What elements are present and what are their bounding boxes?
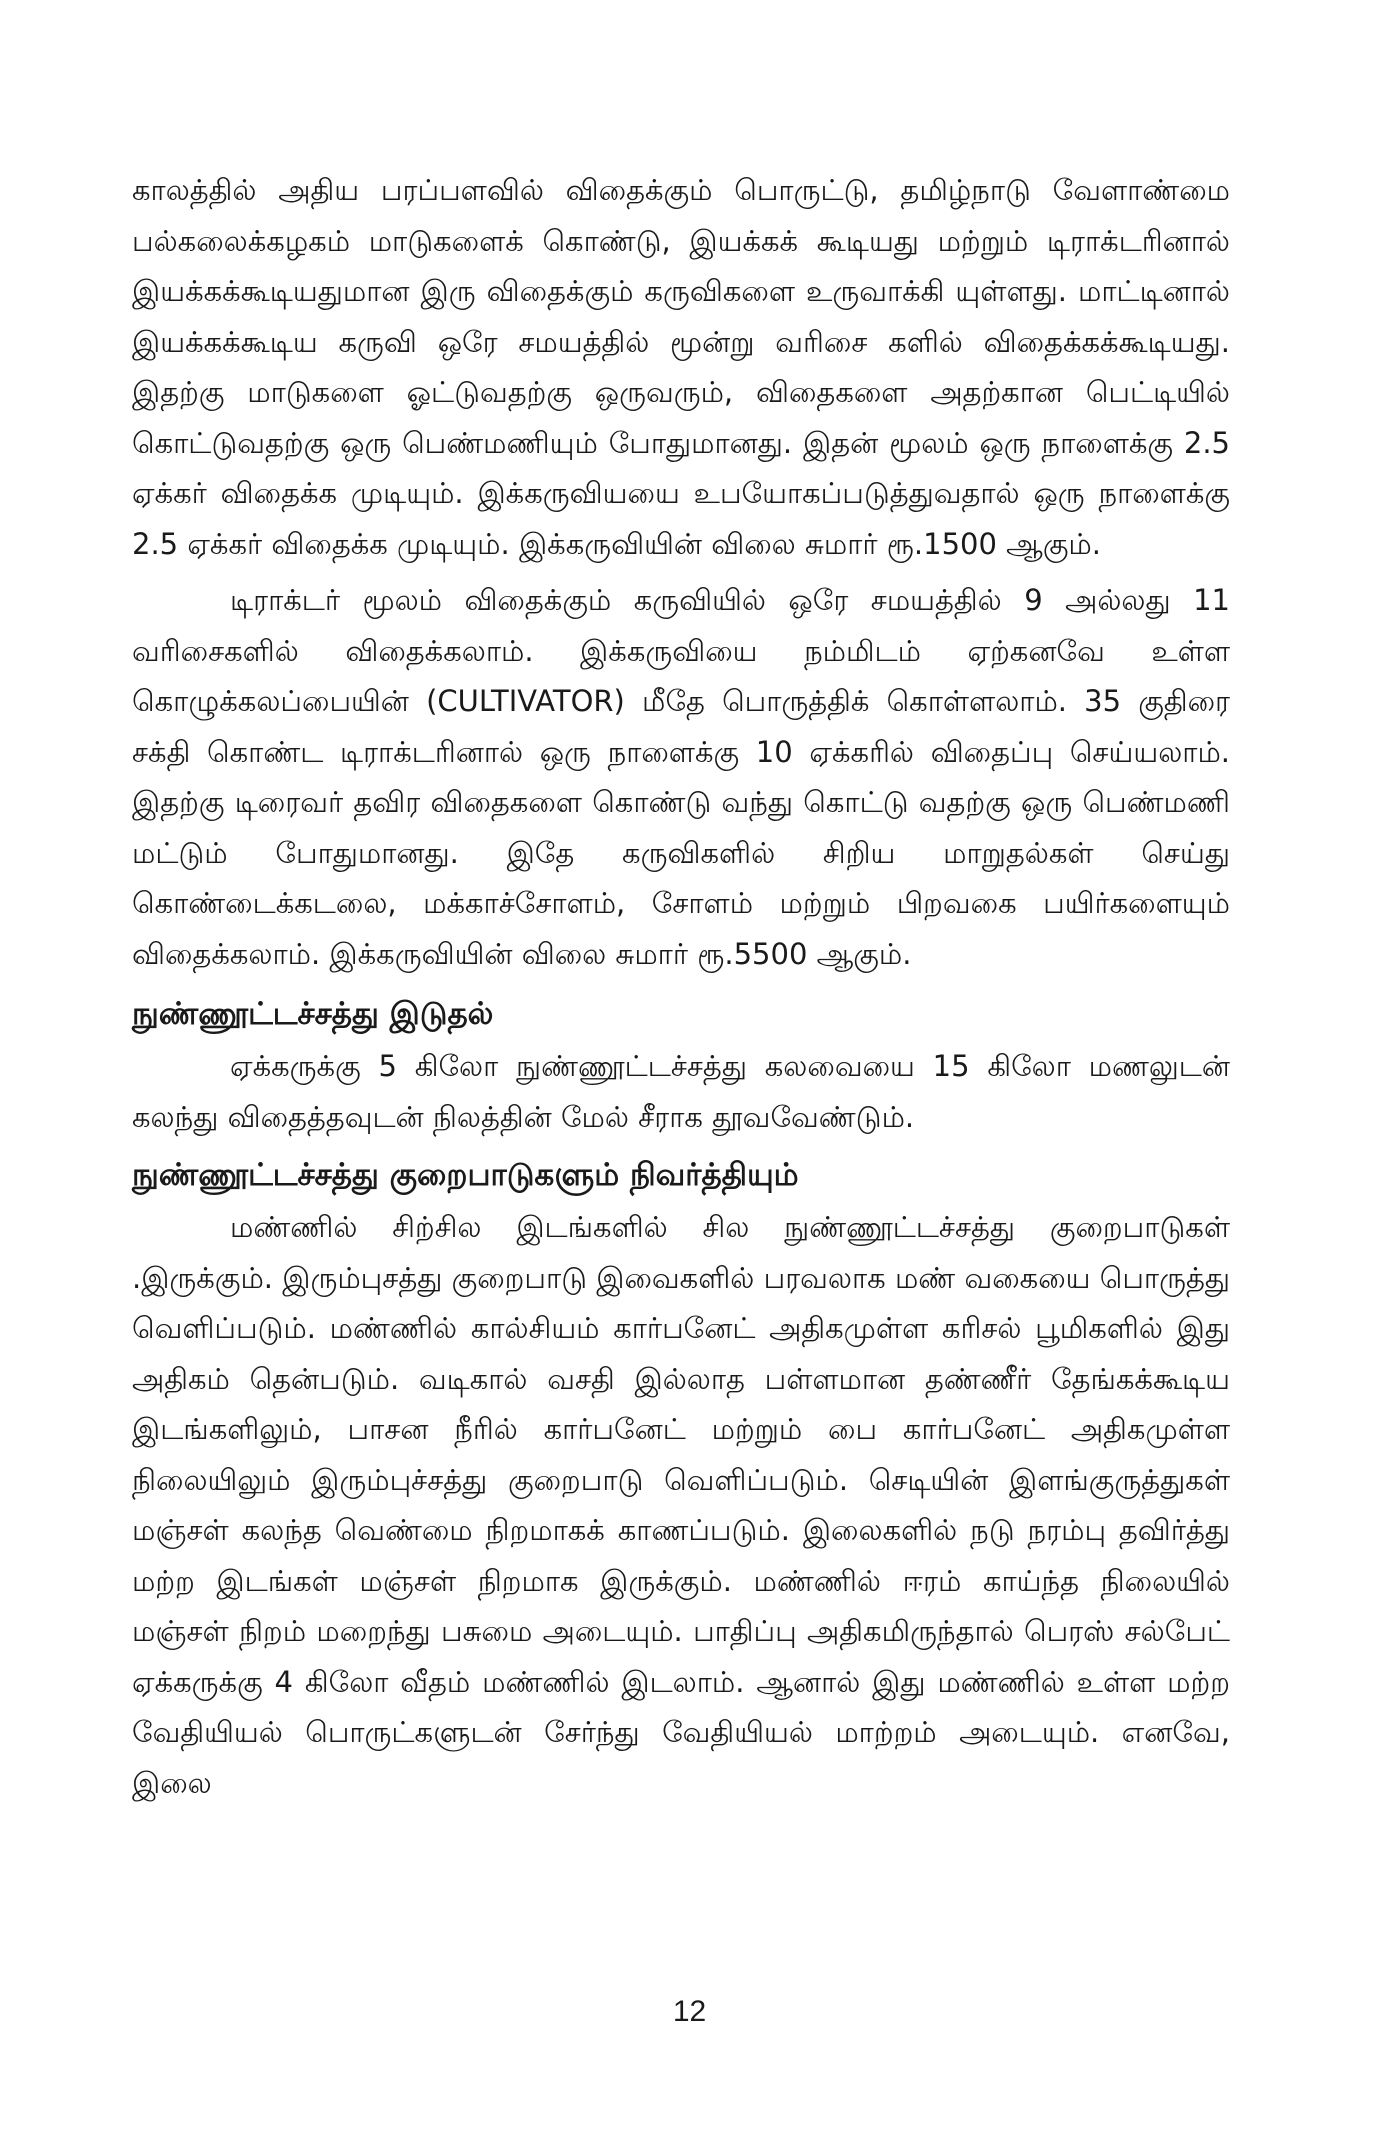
heading-micronutrient-application: நுண்ணூட்டச்சத்து இடுதல் [132,996,494,1032]
heading-micronutrient-deficiency: நுண்ணூட்டச்சத்து குறைபாடுகளும் நிவர்த்தியும் [132,1157,799,1193]
paragraph-seed-drill-bullock: காலத்தில் அதிய பரப்பளவில் விதைக்கும் பொருட்டு, தமிழ்நாடு வேளாண்மை பல்கலைக்கழகம் மாடுகளைக் கொண்டு, இயக்கக் கூடியது மற்றும் டிராக்டரினால் இயக்கக்கூடியதுமான இரு விதைக்கும் கருவிகளை உருவாக்கி யுள்ளது. மாட்டினால் இயக்கக்கூடிய கருவி ஒரே சமயத்தில் மூன்று வரிசை களில் விதைக்கக்கூடியது. இதற்கு மாடுகளை ஓட்டுவதற்கு ஒருவரும், விதைகளை அதற்கான பெட்டியில் கொட்டுவதற்கு ஒரு பெண்மணியும் போதுமானது. இதன் மூலம் ஒரு நாளைக்கு 2.5 ஏக்கர் விதைக்க முடியும். இக்கருவியயை உபயோகப்படுத்துவதால் ஒரு நாளைக்கு 2.5 ஏக்கர் விதைக்க முடியும். இக்கருவியின் விலை சுமார் ரூ.1500 ஆகும். [132,173,1230,561]
paragraph-micronutrient-application: ஏக்கருக்கு 5 கிலோ நுண்ணூட்டச்சத்து கலவையை 15 கிலோ மணலுடன் கலந்து விதைத்தவுடன் நிலத்தின் மேல் சீராக தூவவேண்டும். [132,1049,1230,1134]
paragraph-seed-drill-tractor: டிராக்டர் மூலம் விதைக்கும் கருவியில் ஒரே சமயத்தில் 9 அல்லது 11 வரிசைகளில் விதைக்கலாம். இக்கருவியை நம்மிடம் ஏற்கனவே உள்ள கொழுக்கலப்பையின் (CULTIVATOR) மீதே பொருத்திக் கொள்ளலாம். 35 குதிரை சக்தி கொண்ட டிராக்டரினால் ஒரு நாளைக்கு 10 ஏக்கரில் விதைப்பு செய்யலாம். இதற்கு டிரைவர் தவிர விதைகளை கொண்டு வந்து கொட்டு வதற்கு ஒரு பெண்மணி மட்டும் போதுமானது. இதே கருவிகளில் சிறிய மாறுதல்கள் செய்து கொண்டைக்கடலை, மக்காச்சோளம், சோளம் மற்றும் பிறவகை பயிர்களையும் விதைக்கலாம். இக்கருவியின் விலை சுமார் ரூ.5500 ஆகும். [132,583,1230,971]
page-number: 12 [672,1995,707,2028]
page-body [132,165,1230,1808]
paragraph-iron-deficiency: மண்ணில் சிற்சில இடங்களில் சில நுண்ணூட்டச்சத்து குறைபாடுகள் .இருக்கும். இரும்புசத்து குறைபாடு இவைகளில் பரவலாக மண் வகையை பொருத்து வெளிப்படும். மண்ணில் கால்சியம் கார்பனேட் அதிகமுள்ள கரிசல் பூமிகளில் இது அதிகம் தென்படும். வடிகால் வசதி இல்லாத பள்ளமான தண்ணீர் தேங்கக்கூடிய இடங்களிலும், பாசன நீரில் கார்பனேட் மற்றும் பை கார்பனேட் அதிகமுள்ள நிலையிலும் இரும்புச்சத்து குறைபாடு வெளிப்படும். செடியின் இளங்குருத்துகள் மஞ்சள் கலந்த வெண்மை நிறமாகக் காணப்படும். இலைகளில் நடு நரம்பு தவிர்த்து மற்ற இடங்கள் மஞ்சள் நிறமாக இருக்கும். மண்ணில் ஈரம் காய்ந்த நிலையில் மஞ்சள் நிறம் மறைந்து பசுமை அடையும். பாதிப்பு அதிகமிருந்தால் பெரஸ் சல்பேட் ஏக்கருக்கு 4 கிலோ வீதம் மண்ணில் இடலாம். ஆனால் இது மண்ணில் உள்ள மற்ற வேதியியல் பொருட்களுடன் சேர்ந்து வேதியியல் மாற்றம் அடையும். எனவே, இலை [132,1210,1230,1800]
